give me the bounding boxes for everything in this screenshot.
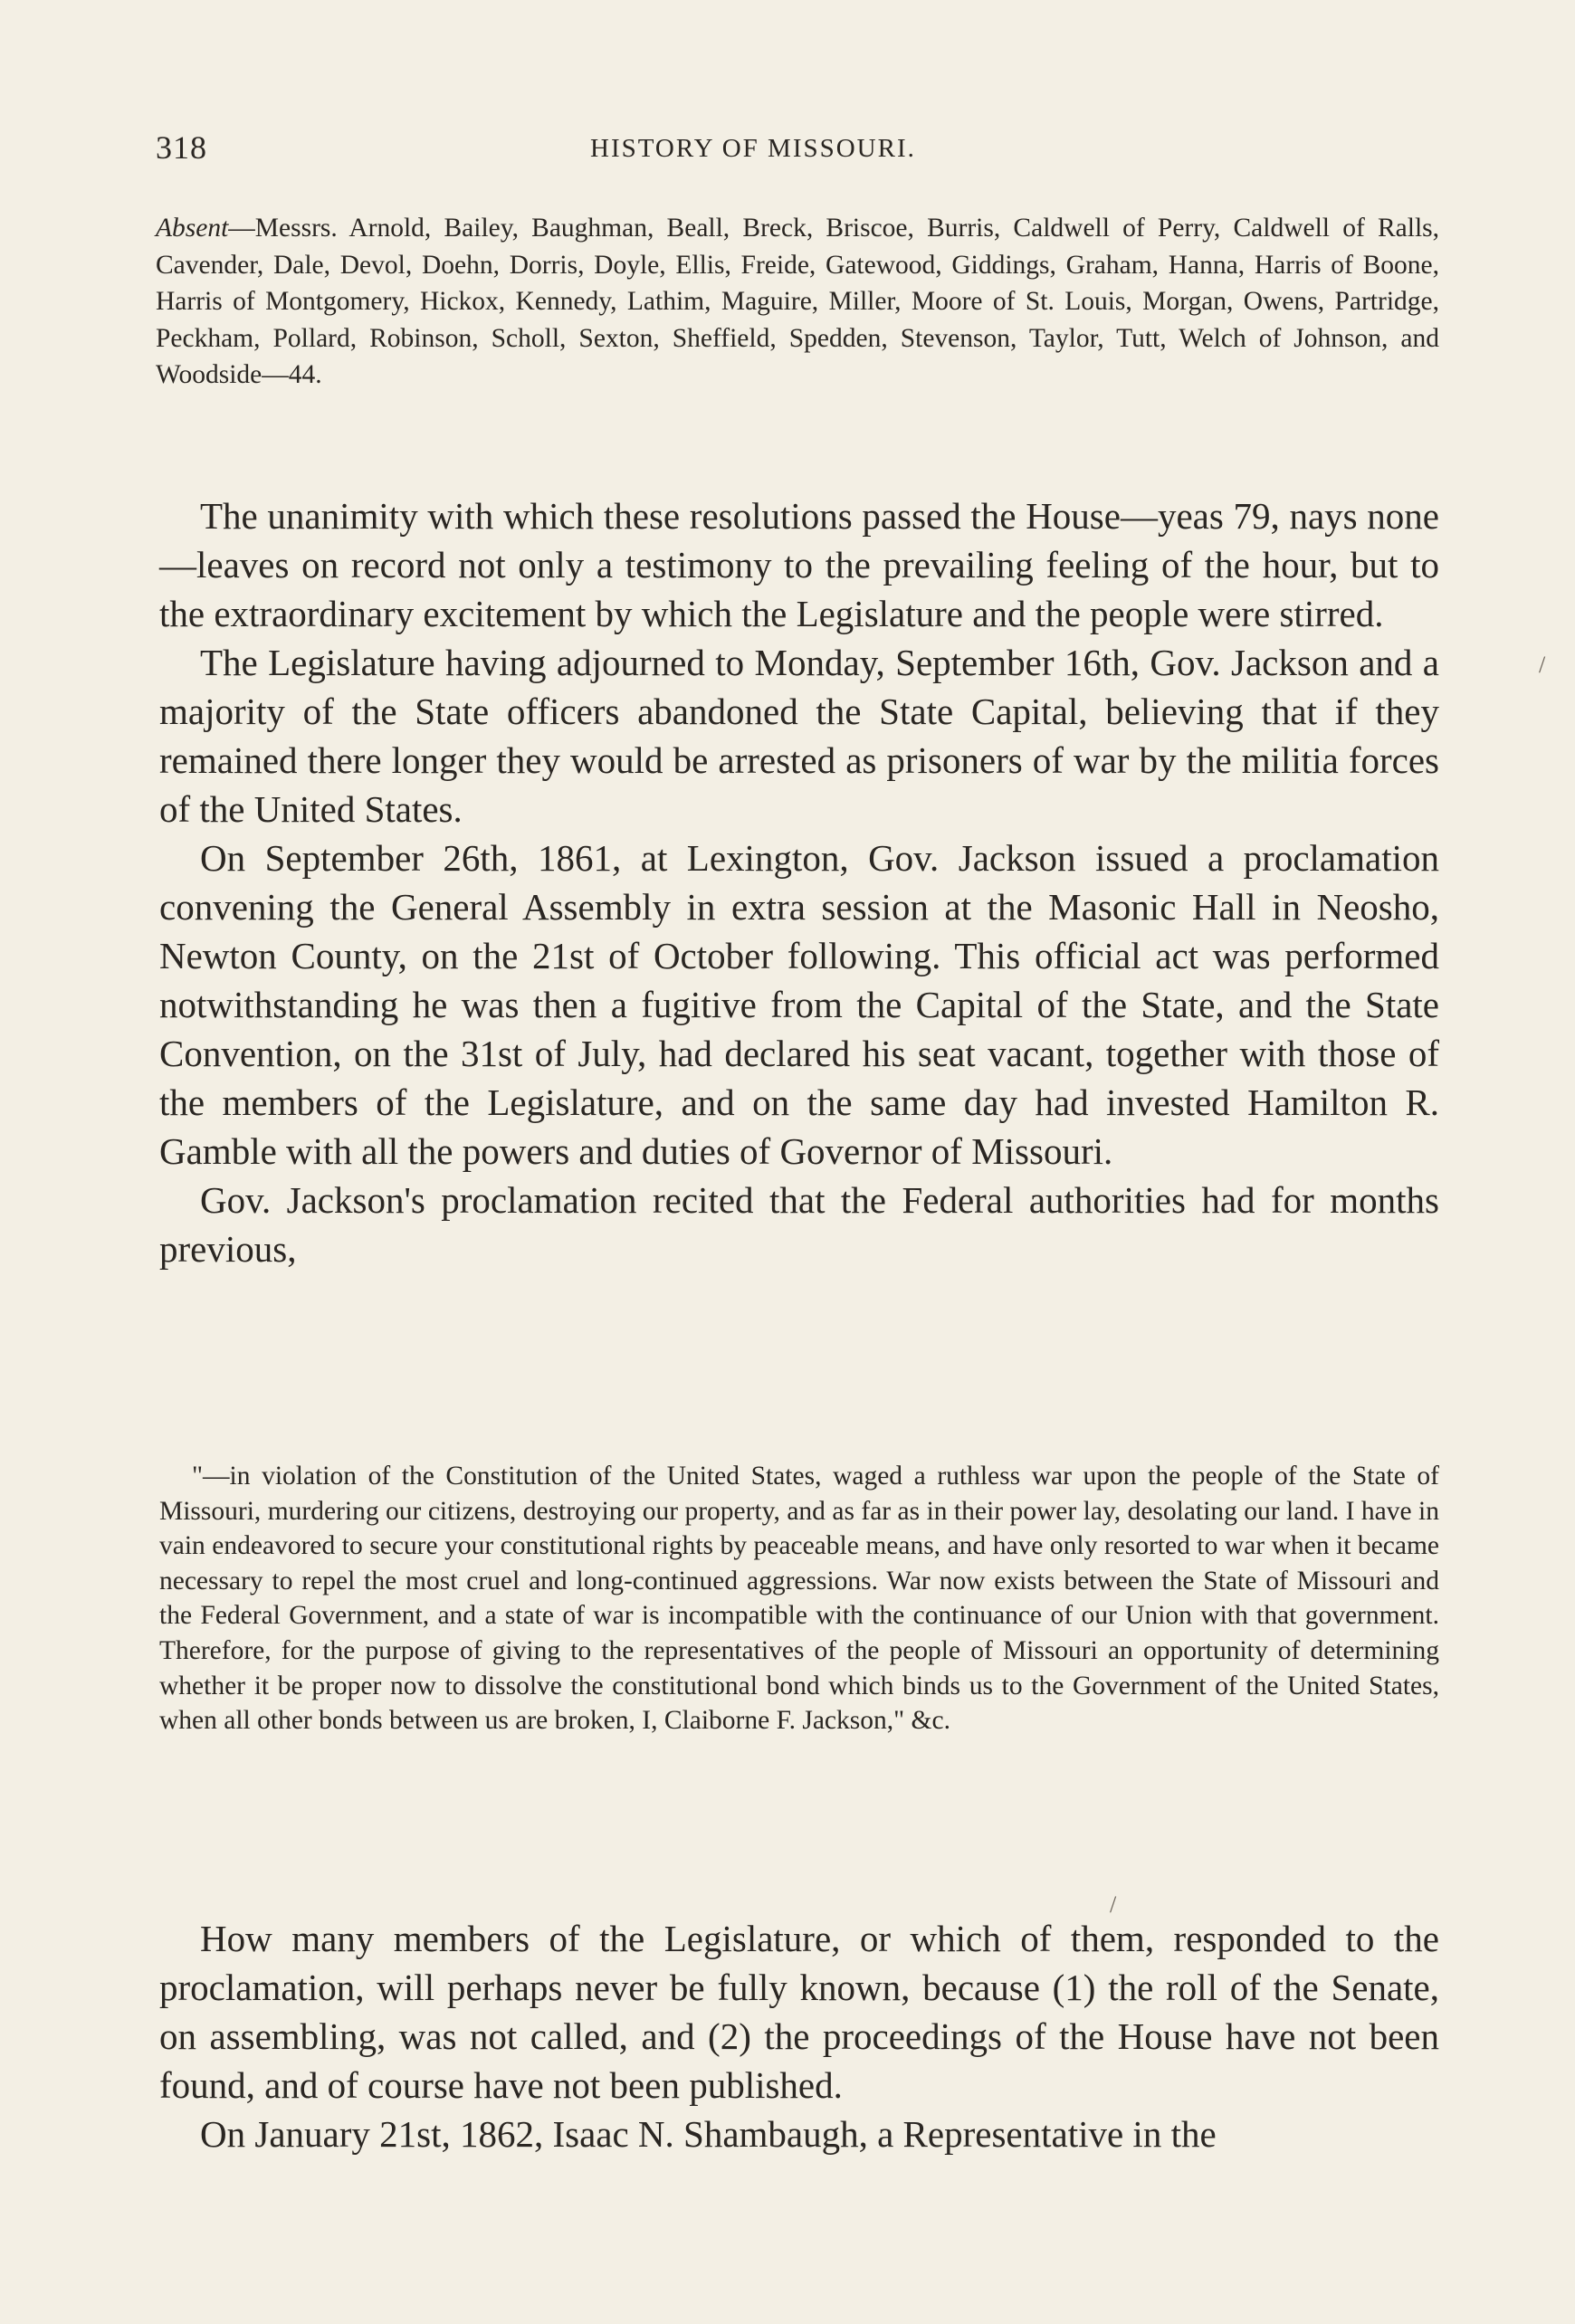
paragraph-proclamation: On September 26th, 1861, at Lexington, Gov. Jackson issued a proclamation convening the General Assembly in extra session at the Masonic Hall in Neosho, Newton County, on the 21st of October following. This official act was performed notwithstanding he was then a fugitive from the Capital of the State, and the State Convention, on the 31st of July, had declared his seat vacant, together with those of the members of the Legislature, and on the same day had invested Hamilton R. Gamble with all the powers and duties of Governor of Missouri. (159, 837, 1439, 1172)
margin-mark: / (1110, 1891, 1117, 1918)
paragraph-adjournment: The Legislature having adjourned to Monday, September 16th, Gov. Jackson and a majority of the State officers abandoned the State Capital, believing that if they remained there longer they would be arrested as prisoners of war by the militia forces of the United States. (159, 642, 1439, 830)
paragraph-recital: Gov. Jackson's proclamation recited that the Federal authorities had for months previous, (159, 1179, 1439, 1270)
paragraph-how-many-members: How many members of the Legislature, or which of them, responded to the proclamation, will perhaps never be fully known, because (1) the roll of the Senate, on assembling, was not called, and (2) the proceedings of the House have not been found, and of course have not been published. (159, 1918, 1439, 2106)
page-number: 318 (156, 129, 207, 166)
absent-names: —Messrs. Arnold, Bailey, Baughman, Beall, Breck, Briscoe, Burris, Caldwell of Perry, Caldwell of Ralls, Cavender, Dale, Devol, Doehn, Dorris, Doyle, Ellis, Freide, Gatewood, Giddings, Graham, Hanna, Harris of Boone, Harris of Montgomery, Hickox, Kennedy, Lathim, Maguire, Miller, Moore of St. Louis, Morgan, Owens, Partridge, Peckham, Pollard, Robinson, Scholl, Sexton, Sheffield, Spedden, Stevenson, Taylor, Tutt, Welch of Johnson, and Woodside—44. (156, 214, 1439, 390)
proclamation-quote: "—in violation of the Constitution of the United States, waged a ruthless war upon the people of the State of Missouri, murdering our citizens, destroying our property, and as far as in their power lay, desolating our land. I have in vain endeavored to secure your constitutional rights by peaceable means, and have only resorted to war when it became necessary to repel the most cruel and long-continued aggressions. War now exists between the State of Missouri and the Federal Government, and a state of war is incompatible with the continuance of our Union with that government. Therefore, for the purpose of giving to the representatives of the people of Missouri an opportunity of determining whether it be proper now to dissolve the constitutional bond which binds us to the Government of the United States, when all other bonds between us are broken, I, Claiborne F. Jackson," &c. (159, 1462, 1439, 1736)
absent-members-list (156, 210, 1439, 394)
running-head: HISTORY OF MISSOURI. (590, 134, 916, 163)
paragraph-shambaugh: On January 21st, 1862, Isaac N. Shambaugh, a Representative in the (200, 2113, 1217, 2155)
body-text-block-continued (159, 1914, 1439, 2158)
paragraph-unanimity: The unanimity with which these resolutions passed the House—yeas 79, nays none—leaves on record not only a testimony to the prevailing feeling of the hour, but to the extraordinary excitement by which the Legislature and the people were stirred. (159, 495, 1439, 634)
body-text-block (159, 491, 1439, 1273)
margin-mark: / (1539, 652, 1546, 678)
absent-label: Absent (156, 214, 229, 243)
